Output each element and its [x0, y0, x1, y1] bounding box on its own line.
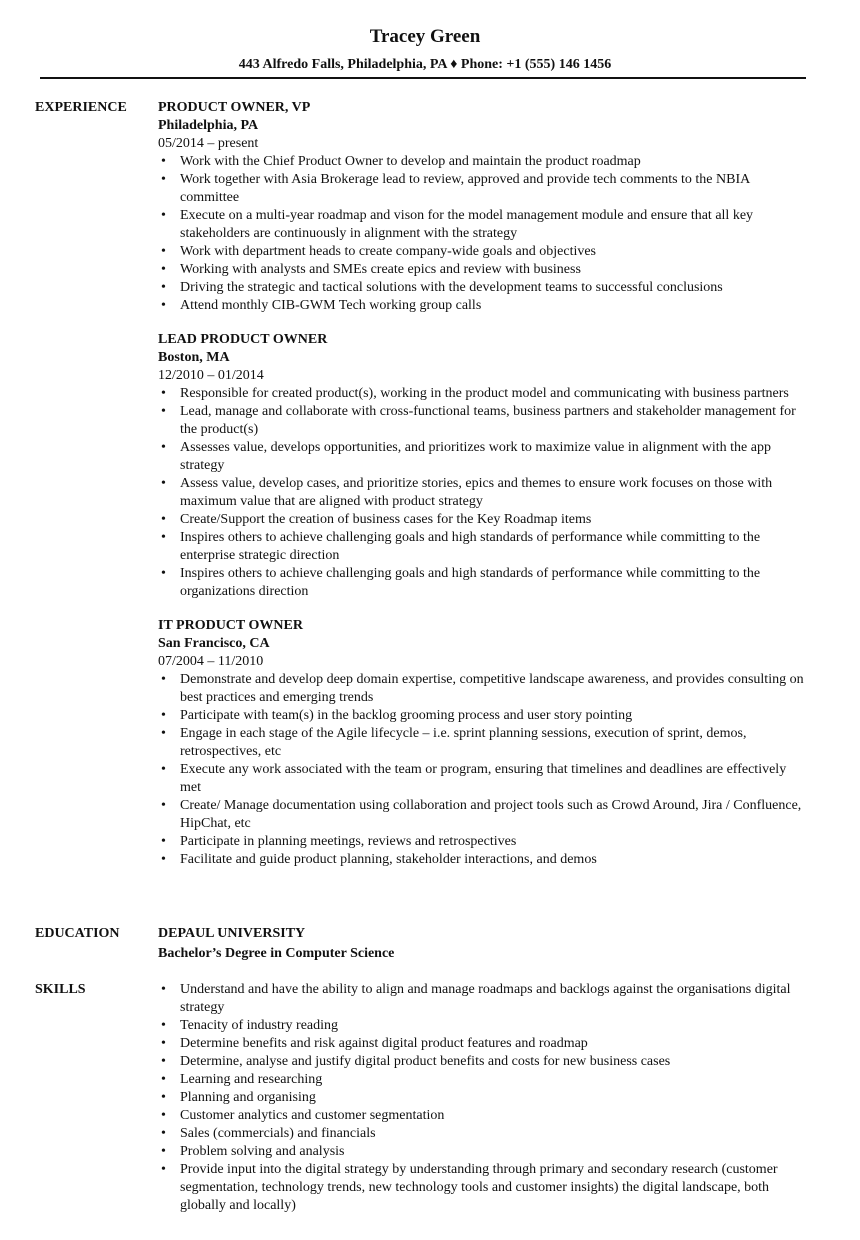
- bullet-dot: •: [161, 1108, 166, 1123]
- school-name: DEPAUL UNIVERSITY: [158, 926, 306, 941]
- bullet-text: Working with analysts and SMEs create epics and review with business: [180, 262, 581, 277]
- bullet-item: [158, 1089, 808, 1107]
- job-entry: [158, 617, 808, 869]
- bullet-dot: •: [161, 1144, 166, 1159]
- bullet-text: Participate in planning meetings, reviews and retrospectives: [180, 834, 517, 849]
- bullet-text: Execute on a multi-year roadmap and vison for the model management module and ensure that all key stakeholders are continuously in alignment with the strategy: [180, 208, 754, 241]
- bullet-dot: •: [161, 1054, 166, 1069]
- bullet-text: Lead, manage and collaborate with cross-functional teams, business partners and stakeholder management for the product(s): [180, 404, 796, 437]
- bullet-dot: •: [161, 726, 166, 741]
- bullet-text: Facilitate and guide product planning, stakeholder interactions, and demos: [180, 852, 597, 867]
- bullet-text: Inspires others to achieve challenging goals and high standards of performance while committing to the enterprise strategic direction: [180, 530, 761, 563]
- job-title: LEAD PRODUCT OWNER: [158, 332, 328, 347]
- bullet-text: Sales (commercials) and financials: [180, 1126, 376, 1141]
- bullet-text: Work with department heads to create company-wide goals and objectives: [180, 244, 597, 259]
- bullet-text: Participate with team(s) in the backlog grooming process and user story pointing: [180, 708, 633, 723]
- contact-line: 443 Alfredo Falls, Philadelphia, PA ♦ Phone: +1 (555) 146 1456: [238, 57, 612, 72]
- education-label: EDUCATION: [35, 926, 120, 941]
- bullet-dot: •: [161, 982, 166, 997]
- bullet-item: [158, 1071, 808, 1089]
- bullet-item: [158, 725, 808, 761]
- bullet-dot: •: [161, 172, 166, 187]
- bullet-text: Demonstrate and develop deep domain expertise, competitive landscape awareness, and provides consulting on best practices and emerging trends: [180, 672, 804, 705]
- bullet-item: [158, 475, 808, 511]
- job-location: San Francisco, CA: [158, 636, 270, 651]
- bullet-text: Learning and researching: [180, 1072, 323, 1087]
- bullet-dot: •: [161, 1162, 166, 1177]
- bullet-item: [158, 707, 808, 725]
- bullet-item: [158, 153, 808, 171]
- experience-body: [158, 99, 808, 885]
- bullet-text: Problem solving and analysis: [180, 1144, 345, 1159]
- bullet-item: [158, 1107, 808, 1125]
- bullet-item: [158, 833, 808, 851]
- bullet-dot: •: [161, 708, 166, 723]
- bullet-text: Provide input into the digital strategy by understanding through primary and secondary research (customer segmentation, technology trends, new technology tools and customer insights) the digital landscape, both globally and locally): [180, 1162, 778, 1213]
- bullet-text: Assesses value, develops opportunities, and prioritizes work to maximize value in alignment with the app strategy: [180, 440, 771, 473]
- bullet-dot: •: [161, 530, 166, 545]
- experience-label: EXPERIENCE: [35, 100, 127, 115]
- bullet-dot: •: [161, 512, 166, 527]
- bullet-text: Create/ Manage documentation using collaboration and project tools such as Crowd Around, Jira / Confluence, HipChat, etc: [180, 798, 802, 831]
- bullet-dot: •: [161, 762, 166, 777]
- candidate-name: Tracey Green: [369, 26, 481, 47]
- bullet-text: Responsible for created product(s), working in the product model and communicating with business partners: [180, 386, 789, 401]
- job-entry: [158, 99, 808, 315]
- bullet-text: Work together with Asia Brokerage lead to review, approved and provide tech comments to the NBIA committee: [180, 172, 750, 205]
- bullet-item: [158, 171, 808, 207]
- bullet-dot: •: [161, 834, 166, 849]
- bullet-text: Create/Support the creation of business cases for the Key Roadmap items: [180, 512, 592, 527]
- bullet-dot: •: [161, 404, 166, 419]
- bullet-text: Execute any work associated with the team or program, ensuring that timelines and deadlines are effectively met: [180, 762, 787, 795]
- job-dates: 07/2004 – 11/2010: [158, 654, 264, 669]
- bullet-text: Determine benefits and risk against digital product features and roadmap: [180, 1036, 588, 1051]
- bullet-item: [158, 671, 808, 707]
- bullet-text: Attend monthly CIB-GWM Tech working group calls: [180, 298, 482, 313]
- bullet-item: [158, 1017, 808, 1035]
- bullet-item: [158, 1143, 808, 1161]
- job-bullets: [158, 153, 808, 315]
- bullet-item: [158, 1035, 808, 1053]
- bullet-text: Understand and have the ability to align and manage roadmaps and backlogs against the organisations digital strategy: [180, 982, 791, 1015]
- skills-list: [158, 981, 808, 1215]
- bullet-item: [158, 243, 808, 261]
- bullet-text: Planning and organising: [180, 1090, 316, 1105]
- bullet-dot: •: [161, 208, 166, 223]
- education-body: [158, 925, 808, 963]
- bullet-item: [158, 1125, 808, 1143]
- bullet-dot: •: [161, 386, 166, 401]
- bullet-dot: •: [161, 798, 166, 813]
- bullet-dot: •: [161, 440, 166, 455]
- bullet-dot: •: [161, 852, 166, 867]
- resume-header: [0, 24, 860, 74]
- bullet-text: Determine, analyse and justify digital product benefits and costs for new business cases: [180, 1054, 671, 1069]
- bullet-item: [158, 851, 808, 869]
- bullet-dot: •: [161, 280, 166, 295]
- bullet-dot: •: [161, 244, 166, 259]
- skills-body: [158, 981, 808, 1215]
- bullet-dot: •: [161, 154, 166, 169]
- bullet-dot: •: [161, 298, 166, 313]
- job-bullets: [158, 385, 808, 601]
- bullet-dot: •: [161, 566, 166, 581]
- bullet-item: [158, 529, 808, 565]
- header-divider: [40, 77, 806, 79]
- bullet-item: [158, 1161, 808, 1215]
- job-dates: 12/2010 – 01/2014: [158, 368, 264, 383]
- bullet-item: [158, 297, 808, 315]
- bullet-text: Assess value, develop cases, and prioritize stories, epics and themes to ensure work focuses on those with maximum value that are aligned with product strategy: [180, 476, 773, 509]
- bullet-text: Customer analytics and customer segmentation: [180, 1108, 445, 1123]
- skills-label: SKILLS: [35, 982, 86, 997]
- job-entry: [158, 331, 808, 601]
- job-location: Philadelphia, PA: [158, 118, 259, 133]
- bullet-item: [158, 511, 808, 529]
- bullet-item: [158, 207, 808, 243]
- bullet-dot: •: [161, 1072, 166, 1087]
- job-bullets: [158, 671, 808, 869]
- bullet-text: Tenacity of industry reading: [180, 1018, 339, 1033]
- degree-name: Bachelor’s Degree in Computer Science: [158, 946, 395, 961]
- bullet-item: [158, 797, 808, 833]
- bullet-dot: •: [161, 476, 166, 491]
- bullet-dot: •: [161, 1036, 166, 1051]
- job-title: PRODUCT OWNER, VP: [158, 100, 311, 115]
- bullet-item: [158, 439, 808, 475]
- bullet-text: Driving the strategic and tactical solutions with the development teams to successful conclusions: [180, 280, 723, 295]
- bullet-dot: •: [161, 672, 166, 687]
- bullet-item: [158, 761, 808, 797]
- bullet-item: [158, 1053, 808, 1071]
- bullet-dot: •: [161, 1018, 166, 1033]
- bullet-item: [158, 261, 808, 279]
- bullet-text: Engage in each stage of the Agile lifecycle – i.e. sprint planning sessions, execution of sprint, demos, retrospectives, etc: [180, 726, 747, 759]
- bullet-dot: •: [161, 1090, 166, 1105]
- bullet-dot: •: [161, 1126, 166, 1141]
- bullet-item: [158, 279, 808, 297]
- job-location: Boston, MA: [158, 350, 230, 365]
- bullet-dot: •: [161, 262, 166, 277]
- bullet-text: Inspires others to achieve challenging goals and high standards of performance while committing to the organizations direction: [180, 566, 761, 599]
- bullet-item: [158, 981, 808, 1017]
- bullet-item: [158, 565, 808, 601]
- job-title: IT PRODUCT OWNER: [158, 618, 303, 633]
- bullet-text: Work with the Chief Product Owner to develop and maintain the product roadmap: [180, 154, 641, 169]
- job-dates: 05/2014 – present: [158, 136, 259, 151]
- bullet-item: [158, 403, 808, 439]
- bullet-item: [158, 385, 808, 403]
